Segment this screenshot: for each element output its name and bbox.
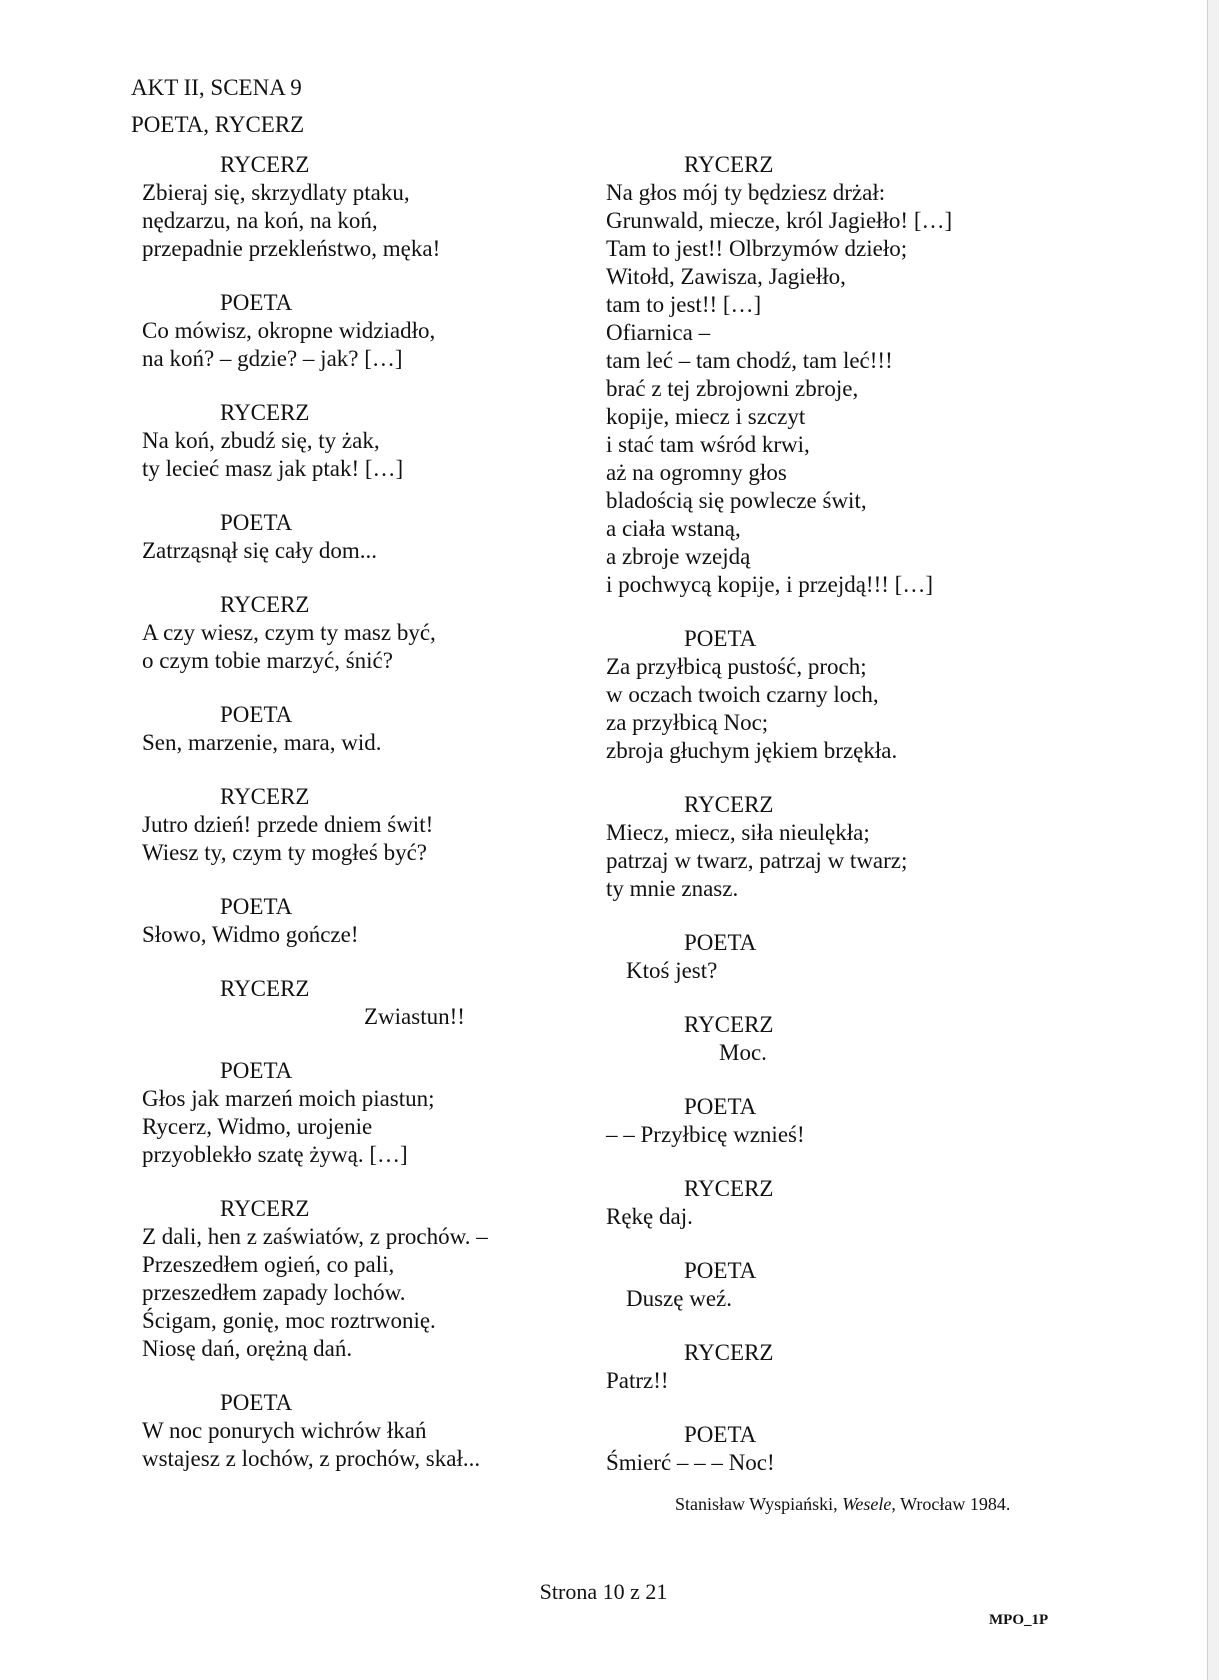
page-number: Strona 10 z 21: [539, 1579, 668, 1604]
speaker-name: RYCERZ: [684, 1012, 774, 1037]
verse-line: o czym tobie marzyć, śnić?: [142, 648, 393, 673]
verse-line: W noc ponurych wichrów łkań: [142, 1418, 427, 1443]
speaker-name: POETA: [684, 930, 757, 955]
dialogue-block: [606, 1257, 1076, 1313]
verse-line: Na koń, zbudź się, ty żak,: [142, 428, 380, 453]
verse-line: tam leć – tam chodź, tam leć!!!: [606, 348, 893, 373]
verse-line: – – Przyłbicę wznieś!: [606, 1122, 805, 1147]
verse-line: nędzarzu, na koń, na koń,: [142, 208, 378, 233]
verse-line: i stać tam wśród krwi,: [606, 432, 810, 457]
source-place-year: , Wrocław 1984.: [891, 1494, 1011, 1514]
speaker-name: RYCERZ: [220, 976, 310, 1001]
dialogue-block: [142, 509, 582, 565]
dialogue-block: [142, 399, 582, 483]
verse-line: tam to jest!! […]: [606, 292, 762, 317]
verse-line: przyoblekło szatę żywą. […]: [142, 1142, 408, 1167]
verse-line: Patrz!!: [606, 1368, 669, 1393]
speaker-name: RYCERZ: [220, 152, 310, 177]
characters-heading: POETA, RYCERZ: [131, 112, 305, 137]
verse-line: Sen, marzenie, mara, wid.: [142, 730, 382, 755]
verse-line: Ktoś jest?: [626, 958, 718, 983]
speaker-name: POETA: [220, 1058, 293, 1083]
verse-line: Miecz, miecz, siła nieulękła;: [606, 820, 870, 845]
verse-line: Zatrząsnął się cały dom...: [142, 538, 378, 563]
speaker-name: POETA: [220, 702, 293, 727]
dialogue-block: [142, 151, 582, 263]
verse-line: zbroja głuchym jękiem brzękła.: [606, 738, 898, 763]
verse-line: i pochwycą kopije, i przejdą!!! […]: [606, 572, 933, 597]
verse-line: Wiesz ty, czym ty mogłeś być?: [142, 840, 427, 865]
verse-line: Rycerz, Widmo, urojenie: [142, 1114, 373, 1139]
verse-line: Moc.: [719, 1040, 767, 1065]
dialogue-block: [142, 783, 582, 867]
verse-line: brać z tej zbrojowni zbroje,: [606, 376, 859, 401]
verse-line: Niosę dań, orężną dań.: [142, 1336, 353, 1361]
verse-line: Jutro dzień! przede dniem świt!: [142, 812, 434, 837]
dialogue-block: [606, 1011, 1076, 1067]
speaker-name: RYCERZ: [220, 400, 310, 425]
verse-line: Z dali, hen z zaświatów, z prochów. –: [142, 1224, 488, 1249]
dialogue-block: [606, 625, 1076, 765]
verse-line: Tam to jest!! Olbrzymów dzieło;: [606, 236, 908, 261]
dialogue-block: [606, 1339, 1076, 1395]
source-title: Wesele: [842, 1494, 892, 1514]
speaker-name: RYCERZ: [684, 1176, 774, 1201]
verse-line: w oczach twoich czarny loch,: [606, 682, 879, 707]
verse-line: Na głos mój ty będziesz drżał:: [606, 180, 886, 205]
verse-line: patrzaj w twarz, patrzaj w twarz;: [606, 848, 908, 873]
speaker-name: POETA: [684, 1422, 757, 1447]
dialogue-block: [142, 289, 582, 373]
speaker-name: POETA: [684, 626, 757, 651]
verse-line: Za przyłbicą pustość, proch;: [606, 654, 867, 679]
speaker-name: POETA: [220, 510, 293, 535]
dialogue-block: [606, 1175, 1076, 1231]
verse-line: przeszedłem zapady lochów.: [142, 1280, 406, 1305]
verse-line: Ofiarnica –: [606, 320, 711, 345]
verse-line: Śmierć – – – Noc!: [606, 1450, 775, 1475]
dialogue-block: [142, 1195, 582, 1363]
source-citation: [675, 1492, 1010, 1516]
verse-line: ty lecieć masz jak ptak! […]: [142, 456, 404, 481]
dialogue-block: [142, 1389, 582, 1473]
page-edge: [1208, 0, 1219, 1680]
speaker-name: POETA: [220, 290, 293, 315]
speaker-name: POETA: [220, 1390, 293, 1415]
speaker-name: RYCERZ: [684, 1340, 774, 1365]
speaker-name: RYCERZ: [684, 792, 774, 817]
verse-line: Ścigam, gonię, moc roztrwonię.: [142, 1308, 436, 1333]
document-code: MPO_1P: [989, 1612, 1049, 1628]
speaker-name: RYCERZ: [684, 152, 774, 177]
dialogue-block: [142, 591, 582, 675]
verse-line: Zwiastun!!: [364, 1004, 465, 1029]
dialogue-block: [606, 791, 1076, 903]
verse-line: aż na ogromny głos: [606, 460, 787, 485]
verse-line: Zbieraj się, skrzydlaty ptaku,: [142, 180, 410, 205]
verse-line: a zbroje wzejdą: [606, 544, 751, 569]
verse-line: A czy wiesz, czym ty masz być,: [142, 620, 436, 645]
verse-line: Duszę weź.: [626, 1286, 733, 1311]
verse-line: Rękę daj.: [606, 1204, 693, 1229]
verse-line: Co mówisz, okropne widziadło,: [142, 318, 436, 343]
verse-line: Witołd, Zawisza, Jagiełło,: [606, 264, 846, 289]
dialogue-block: [142, 701, 582, 757]
verse-line: a ciała wstaną,: [606, 516, 741, 541]
left-column: [142, 151, 582, 1499]
speaker-name: RYCERZ: [220, 784, 310, 809]
dialogue-block: [142, 975, 582, 1031]
verse-line: bladością się powlecze świt,: [606, 488, 867, 513]
act-scene-heading: AKT II, SCENA 9: [131, 75, 302, 100]
speaker-name: RYCERZ: [220, 592, 310, 617]
dialogue-block: [142, 1057, 582, 1169]
speaker-name: POETA: [684, 1258, 757, 1283]
dialogue-block: [606, 151, 1076, 599]
verse-line: Głos jak marzeń moich piastun;: [142, 1086, 435, 1111]
verse-line: ty mnie znasz.: [606, 876, 739, 901]
speaker-name: RYCERZ: [220, 1196, 310, 1221]
verse-line: Przeszedłem ogień, co pali,: [142, 1252, 395, 1277]
speaker-name: POETA: [684, 1094, 757, 1119]
verse-line: na koń? – gdzie? – jak? […]: [142, 346, 403, 371]
source-author: Stanisław Wyspiański,: [675, 1494, 843, 1514]
dialogue-block: [606, 1421, 1076, 1477]
dialogue-block: [606, 1093, 1076, 1149]
dialogue-block: [606, 929, 1076, 985]
verse-line: kopije, miecz i szczyt: [606, 404, 806, 429]
verse-line: wstajesz z lochów, z prochów, skał...: [142, 1446, 481, 1471]
speaker-name: POETA: [220, 894, 293, 919]
dialogue-block: [142, 893, 582, 949]
verse-line: Grunwald, miecze, król Jagiełło! […]: [606, 208, 953, 233]
right-column: [606, 151, 1076, 1503]
verse-line: za przyłbicą Noc;: [606, 710, 769, 735]
verse-line: Słowo, Widmo gończe!: [142, 922, 359, 947]
verse-line: przepadnie przekleństwo, męka!: [142, 236, 441, 261]
